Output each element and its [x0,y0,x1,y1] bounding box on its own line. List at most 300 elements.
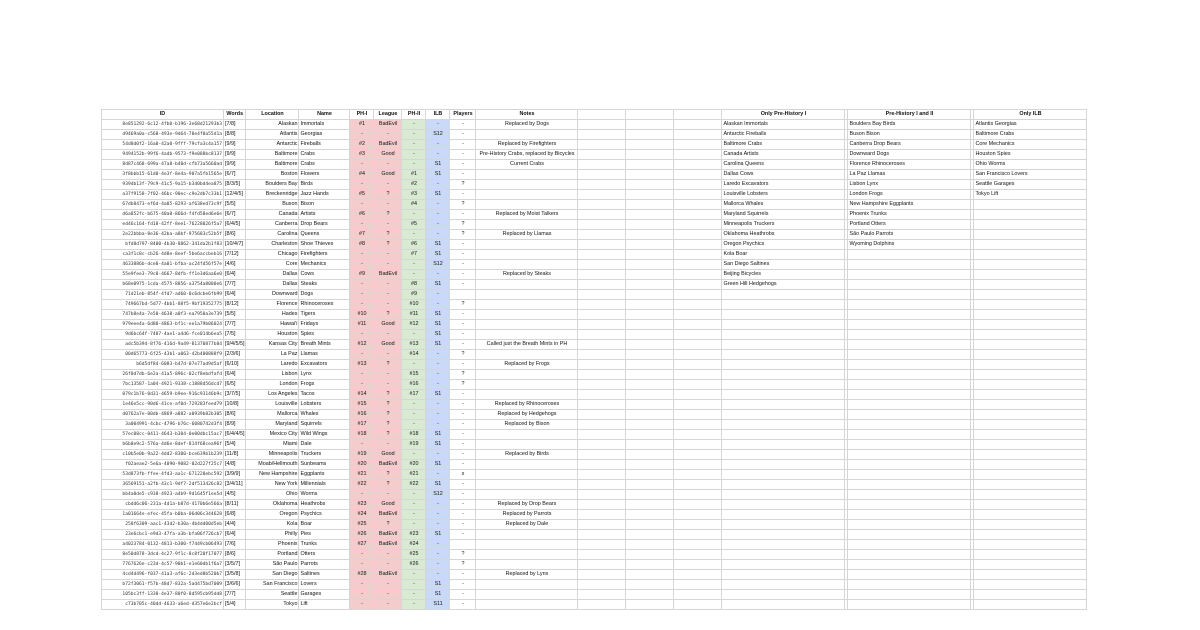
cell-words[interactable]: [5/4] [224,440,246,450]
cell-notes[interactable] [476,390,578,400]
cell-ilb[interactable]: S1 [426,190,450,200]
cell-words[interactable]: [8/11] [224,500,246,510]
cell-notes[interactable] [476,240,578,250]
cell-empty[interactable] [674,370,722,380]
cell-players[interactable]: - [450,260,476,270]
column-header-ph2[interactable]: PH-II [402,110,426,120]
cell-only-ph1[interactable] [722,520,845,530]
cell-only-ilb[interactable] [974,460,1087,470]
cell-ph1-and-2[interactable] [848,540,971,550]
cell-notes[interactable] [476,200,578,210]
cell-location[interactable]: New Hampshire [246,470,299,480]
cell-only-ph1[interactable] [722,390,845,400]
cell-ph1-and-2[interactable]: Florence Rhinoceroses [848,160,971,170]
cell-name[interactable]: Crabs [299,150,350,160]
cell-location[interactable]: Oregon [246,510,299,520]
cell-only-ph1[interactable] [722,590,845,600]
cell-empty[interactable] [626,440,674,450]
cell-ph1[interactable]: #18 [350,430,374,440]
cell-location[interactable]: Baltimore [246,160,299,170]
cell-words[interactable]: [7/7] [224,320,246,330]
cell-only-ilb[interactable] [974,410,1087,420]
cell-ph1-and-2[interactable]: Buson Bison [848,130,971,140]
cell-empty[interactable] [674,520,722,530]
cell-location[interactable]: Seattle [246,590,299,600]
cell-empty[interactable] [626,560,674,570]
cell-notes[interactable] [476,590,578,600]
cell-players[interactable]: ? [450,370,476,380]
cell-location[interactable]: Houston [246,330,299,340]
cell-name[interactable]: Llamas [299,350,350,360]
cell-name[interactable]: Fireballs [299,140,350,150]
cell-notes[interactable]: Replaced by Frogs [476,360,578,370]
cell-id[interactable]: c73b705c-40dd-4633-a6ed-d357e6e2bcf [102,600,224,610]
cell-league[interactable]: BadEvil [374,570,402,580]
cell-empty[interactable] [578,140,626,150]
cell-name[interactable]: Tacos [299,390,350,400]
cell-empty[interactable] [674,600,722,610]
cell-ilb[interactable]: - [426,410,450,420]
cell-only-ph1[interactable] [722,600,845,610]
cell-ph2[interactable]: #20 [402,460,426,470]
cell-words[interactable]: [6/8] [224,510,246,520]
cell-only-ph1[interactable]: Mallorca Whales [722,200,845,210]
cell-empty[interactable] [626,330,674,340]
cell-name[interactable]: Steaks [299,280,350,290]
cell-only-ilb[interactable]: Atlantis Georgias [974,120,1087,130]
cell-league[interactable]: BadEvil [374,510,402,520]
cell-empty[interactable] [578,510,626,520]
cell-words[interactable]: [2/3/6] [224,350,246,360]
cell-empty[interactable] [674,270,722,280]
cell-id[interactable]: 57ec08cc-0411-4643-b304-0e00dbc15ac7 [102,430,224,440]
cell-empty[interactable] [674,310,722,320]
cell-words[interactable]: [8/12] [224,300,246,310]
cell-empty[interactable] [674,490,722,500]
cell-words[interactable]: [7/12] [224,250,246,260]
cell-empty[interactable] [578,540,626,550]
cell-ph1[interactable]: - [350,330,374,340]
cell-id[interactable]: a4023784-0132-4813-b300-f7449cb06493 [102,540,224,550]
cell-empty[interactable] [578,590,626,600]
cell-only-ph1[interactable] [722,560,845,570]
cell-ph1-and-2[interactable] [848,460,971,470]
cell-empty[interactable] [626,220,674,230]
cell-ph1[interactable]: #1 [350,120,374,130]
cell-players[interactable]: - [450,210,476,220]
cell-notes[interactable]: Replaced by Hedgehogs [476,410,578,420]
cell-empty[interactable] [626,400,674,410]
cell-name[interactable]: Saltines [299,570,350,580]
cell-ph1[interactable]: #13 [350,360,374,370]
cell-players[interactable]: ? [450,200,476,210]
cell-id[interactable]: b68e0975-1cda-4575-8856-a3754a8000e6 [102,280,224,290]
cell-ph1[interactable]: #12 [350,340,374,350]
cell-ph1-and-2[interactable] [848,380,971,390]
cell-empty[interactable] [578,420,626,430]
cell-ilb[interactable]: S1 [426,530,450,540]
cell-notes[interactable]: Replaced by Dogs [476,120,578,130]
cell-only-ph1[interactable] [722,340,845,350]
cell-location[interactable]: Moab/Hellmouth [246,460,299,470]
cell-location[interactable]: Dallas [246,270,299,280]
cell-ph2[interactable]: #3 [402,190,426,200]
cell-only-ilb[interactable] [974,600,1087,610]
cell-location[interactable]: Hawai'i [246,320,299,330]
cell-ph1[interactable]: #25 [350,520,374,530]
cell-empty[interactable] [674,260,722,270]
cell-players[interactable]: - [450,500,476,510]
cell-empty[interactable] [626,310,674,320]
cell-ph1-and-2[interactable] [848,480,971,490]
cell-words[interactable]: [7/8] [224,120,246,130]
cell-ph2[interactable]: #21 [402,470,426,480]
cell-league[interactable]: Good [374,150,402,160]
cell-location[interactable]: Mexico City [246,430,299,440]
cell-notes[interactable] [476,580,578,590]
cell-ilb[interactable]: S1 [426,590,450,600]
cell-ph2[interactable]: #19 [402,440,426,450]
cell-ph1-and-2[interactable] [848,330,971,340]
cell-players[interactable]: - [450,280,476,290]
cell-name[interactable]: Bison [299,200,350,210]
cell-location[interactable]: Phoenix [246,540,299,550]
cell-location[interactable]: Dallas [246,280,299,290]
cell-players[interactable]: - [450,150,476,160]
cell-ph2[interactable]: #10 [402,300,426,310]
cell-empty[interactable] [626,160,674,170]
cell-words[interactable]: [9/4/5/5] [224,340,246,350]
cell-only-ph1[interactable]: Green Hill Hedgehogs [722,280,845,290]
cell-name[interactable]: Fridays [299,320,350,330]
cell-only-ph1[interactable]: Antarctic Fireballs [722,130,845,140]
cell-ph1[interactable]: #24 [350,510,374,520]
cell-empty[interactable] [578,290,626,300]
cell-words[interactable]: [9/9] [224,150,246,160]
cell-empty[interactable] [578,170,626,180]
cell-id[interactable]: 4633886b-dce0-4a01-bfba-ac24fd56f57e [102,260,224,270]
cell-only-ilb[interactable] [974,470,1087,480]
cell-ilb[interactable]: - [426,300,450,310]
cell-league[interactable]: - [374,280,402,290]
cell-empty[interactable] [626,290,674,300]
cell-empty[interactable] [674,200,722,210]
cell-league[interactable]: - [374,200,402,210]
cell-name[interactable]: Immortals [299,120,350,130]
cell-notes[interactable] [476,600,578,610]
cell-ilb[interactable]: S1 [426,340,450,350]
cell-notes[interactable] [476,480,578,490]
cell-ph1[interactable]: #10 [350,310,374,320]
cell-only-ph1[interactable] [722,570,845,580]
cell-only-ph1[interactable]: Minneapolis Truckers [722,220,845,230]
cell-location[interactable]: Laredo [246,360,299,370]
cell-id[interactable]: cbdd6c06-231a-4d1a-b87d-4170b6e566a [102,500,224,510]
cell-players[interactable]: - [450,330,476,340]
cell-ph1[interactable]: #23 [350,500,374,510]
cell-words[interactable]: [11/8] [224,450,246,460]
column-header-pre-history-1-and-2[interactable]: Pre-History I and II [848,110,971,120]
cell-name[interactable]: Worms [299,490,350,500]
cell-players[interactable]: - [450,240,476,250]
cell-players[interactable]: ? [450,550,476,560]
cell-empty[interactable] [578,500,626,510]
cell-league[interactable]: ? [374,430,402,440]
cell-league[interactable]: ? [374,360,402,370]
cell-words[interactable]: [4/8] [224,460,246,470]
cell-league[interactable]: - [374,220,402,230]
cell-ilb[interactable]: - [426,290,450,300]
column-header-name[interactable]: Name [299,110,350,120]
cell-id[interactable]: 36569151-a2fb-43c1-9df7-2df513426c82 [102,480,224,490]
column-header-league[interactable]: League [374,110,402,120]
cell-name[interactable]: Boar [299,520,350,530]
cell-name[interactable]: Millennials [299,480,350,490]
cell-notes[interactable]: Replaced by Steaks [476,270,578,280]
cell-location[interactable]: San Diego [246,570,299,580]
cell-only-ph1[interactable] [722,330,845,340]
cell-ph1-and-2[interactable] [848,370,971,380]
cell-empty[interactable] [578,460,626,470]
cell-empty[interactable] [674,460,722,470]
cell-notes[interactable] [476,430,578,440]
cell-ph2[interactable]: #16 [402,380,426,390]
cell-words[interactable]: [6/10] [224,360,246,370]
cell-ilb[interactable]: - [426,520,450,530]
cell-league[interactable]: ? [374,310,402,320]
cell-ph2[interactable]: - [402,140,426,150]
cell-empty[interactable] [578,580,626,590]
cell-ph1-and-2[interactable] [848,450,971,460]
cell-only-ilb[interactable] [974,450,1087,460]
cell-empty[interactable] [674,530,722,540]
cell-empty[interactable] [578,200,626,210]
cell-words[interactable]: [7/7] [224,590,246,600]
cell-ph2[interactable]: #26 [402,560,426,570]
cell-words[interactable]: [7/5] [224,330,246,340]
cell-id[interactable]: d6a852fc-b675-40a0-866d-f4fd58ed6e6e [102,210,224,220]
cell-players[interactable]: - [450,310,476,320]
cell-only-ilb[interactable] [974,270,1087,280]
cell-ph1-and-2[interactable]: London Frogs [848,190,971,200]
cell-words[interactable]: [6/4/4/5] [224,430,246,440]
cell-ph1[interactable]: #7 [350,230,374,240]
cell-league[interactable]: ? [374,480,402,490]
column-header-ph1[interactable]: PH-I [350,110,374,120]
cell-id[interactable]: 9d6bc64f-7407-4ae1-a4d6-fce014b6ea5 [102,330,224,340]
cell-notes[interactable]: Replaced by Drop Bears [476,500,578,510]
cell-ilb[interactable]: - [426,270,450,280]
cell-only-ph1[interactable] [722,370,845,380]
cell-league[interactable]: Good [374,450,402,460]
cell-name[interactable]: Shoe Thieves [299,240,350,250]
cell-ph1[interactable]: - [350,350,374,360]
cell-players[interactable]: - [450,400,476,410]
cell-league[interactable]: ? [374,410,402,420]
cell-empty[interactable] [626,480,674,490]
cell-ilb[interactable]: S1 [426,250,450,260]
cell-league[interactable]: ? [374,470,402,480]
cell-ph1[interactable]: - [350,220,374,230]
cell-id[interactable]: 3a004991-4cbc-4796-b76c-6080742d3f4 [102,420,224,430]
cell-ph1[interactable]: #16 [350,410,374,420]
cell-ilb[interactable]: - [426,540,450,550]
cell-only-ph1[interactable] [722,430,845,440]
cell-name[interactable]: Truckers [299,450,350,460]
cell-only-ilb[interactable]: Tokyo Lift [974,190,1087,200]
cell-words[interactable]: [8/9] [224,420,246,430]
cell-empty[interactable] [578,600,626,610]
cell-name[interactable]: Dogs [299,290,350,300]
cell-location[interactable]: Hades [246,310,299,320]
cell-players[interactable]: - [450,410,476,420]
cell-league[interactable]: - [374,370,402,380]
cell-empty[interactable] [578,390,626,400]
cell-ilb[interactable]: S1 [426,580,450,590]
cell-only-ph1[interactable] [722,310,845,320]
cell-only-ph1[interactable] [722,400,845,410]
cell-ph1-and-2[interactable] [848,590,971,600]
cell-name[interactable]: Whales [299,410,350,420]
cell-empty[interactable] [626,470,674,480]
cell-name[interactable]: Parrots [299,560,350,570]
cell-empty[interactable] [578,230,626,240]
cell-ph1[interactable]: #22 [350,480,374,490]
cell-league[interactable]: Good [374,320,402,330]
cell-ilb[interactable]: S12 [426,130,450,140]
cell-ph1-and-2[interactable] [848,560,971,570]
cell-empty[interactable] [578,280,626,290]
cell-players[interactable]: ? [450,180,476,190]
cell-ph1[interactable]: - [350,280,374,290]
cell-empty[interactable] [578,480,626,490]
cell-words[interactable]: [10/8] [224,400,246,410]
cell-location[interactable]: Carolina [246,230,299,240]
cell-name[interactable]: Artists [299,210,350,220]
cell-empty[interactable] [626,250,674,260]
cell-only-ilb[interactable] [974,520,1087,530]
cell-id[interactable]: 939db13f-79c9-41c5-9a15-b340bd4ea875 [102,180,224,190]
cell-ph1-and-2[interactable] [848,390,971,400]
cell-words[interactable]: [7/6] [224,540,246,550]
cell-notes[interactable]: Replaced by Dale [476,520,578,530]
cell-only-ilb[interactable] [974,200,1087,210]
cell-league[interactable]: - [374,260,402,270]
cell-only-ilb[interactable] [974,370,1087,380]
cell-notes[interactable]: Replaced by Moist Talkers [476,210,578,220]
cell-ph1[interactable]: #19 [350,450,374,460]
cell-id[interactable]: 9494152b-99f6-4adb-9573-f9e088bc8137 [102,150,224,160]
cell-empty[interactable] [578,570,626,580]
cell-empty[interactable] [626,570,674,580]
cell-ph1-and-2[interactable]: Boulders Bay Birds [848,120,971,130]
cell-ph2[interactable]: - [402,580,426,590]
cell-empty[interactable] [674,190,722,200]
cell-empty[interactable] [674,430,722,440]
cell-ph2[interactable]: #9 [402,290,426,300]
cell-ph1-and-2[interactable]: Portland Otters [848,220,971,230]
column-header-empty-2[interactable] [626,110,674,120]
cell-empty[interactable] [674,320,722,330]
cell-empty[interactable] [578,520,626,530]
cell-name[interactable]: Queens [299,230,350,240]
cell-ph1-and-2[interactable] [848,490,971,500]
cell-players[interactable]: ? [450,220,476,230]
cell-ph1-and-2[interactable] [848,350,971,360]
cell-only-ph1[interactable] [722,290,845,300]
cell-ph1[interactable]: - [350,260,374,270]
cell-empty[interactable] [674,140,722,150]
cell-notes[interactable] [476,460,578,470]
cell-players[interactable]: ? [450,560,476,570]
cell-empty[interactable] [578,360,626,370]
cell-name[interactable]: Pies [299,530,350,540]
cell-empty[interactable] [626,180,674,190]
cell-ph1[interactable]: #8 [350,240,374,250]
cell-ph2[interactable]: #17 [402,390,426,400]
cell-empty[interactable] [626,360,674,370]
cell-empty[interactable] [626,340,674,350]
cell-name[interactable]: Excavators [299,360,350,370]
cell-name[interactable]: Lovers [299,580,350,590]
cell-empty[interactable] [578,190,626,200]
cell-empty[interactable] [674,420,722,430]
cell-words[interactable]: [8/8] [224,130,246,140]
cell-name[interactable]: Frogs [299,380,350,390]
cell-empty[interactable] [626,540,674,550]
cell-empty[interactable] [626,120,674,130]
cell-only-ph1[interactable] [722,350,845,360]
cell-ph1-and-2[interactable] [848,310,971,320]
cell-empty[interactable] [626,150,674,160]
cell-location[interactable]: Canberra [246,220,299,230]
cell-notes[interactable]: Replaced by Firefighters [476,140,578,150]
cell-only-ilb[interactable]: Ohio Worms [974,160,1087,170]
cell-ph1[interactable]: #6 [350,210,374,220]
cell-notes[interactable] [476,370,578,380]
cell-id[interactable]: 00d65773-6f25-43b1-a063-42b400888f9 [102,350,224,360]
cell-id[interactable]: bb4a0de5-c938-4923-a4b9-9d1645f1ee5d [102,490,224,500]
cell-ph1[interactable]: - [350,600,374,610]
cell-ph1-and-2[interactable] [848,420,971,430]
cell-empty[interactable] [626,460,674,470]
cell-only-ilb[interactable] [974,530,1087,540]
cell-ph2[interactable]: - [402,150,426,160]
cell-ilb[interactable]: S12 [426,260,450,270]
cell-only-ilb[interactable] [974,350,1087,360]
cell-league[interactable]: - [374,290,402,300]
cell-ph1-and-2[interactable] [848,290,971,300]
cell-name[interactable]: Wild Wings [299,430,350,440]
cell-notes[interactable]: Replaced by Rhinoceroses [476,400,578,410]
cell-empty[interactable] [626,170,674,180]
cell-notes[interactable] [476,180,578,190]
cell-words[interactable]: [3/4/11] [224,480,246,490]
cell-empty[interactable] [674,290,722,300]
cell-empty[interactable] [626,510,674,520]
cell-players[interactable]: - [450,170,476,180]
cell-empty[interactable] [626,140,674,150]
cell-ph2[interactable]: - [402,410,426,420]
cell-empty[interactable] [674,560,722,570]
cell-ph1[interactable]: #11 [350,320,374,330]
cell-players[interactable]: - [450,580,476,590]
cell-only-ilb[interactable] [974,280,1087,290]
cell-location[interactable]: Downward [246,290,299,300]
cell-location[interactable]: San Francisco [246,580,299,590]
cell-players[interactable]: - [450,390,476,400]
cell-league[interactable]: BadEvil [374,120,402,130]
